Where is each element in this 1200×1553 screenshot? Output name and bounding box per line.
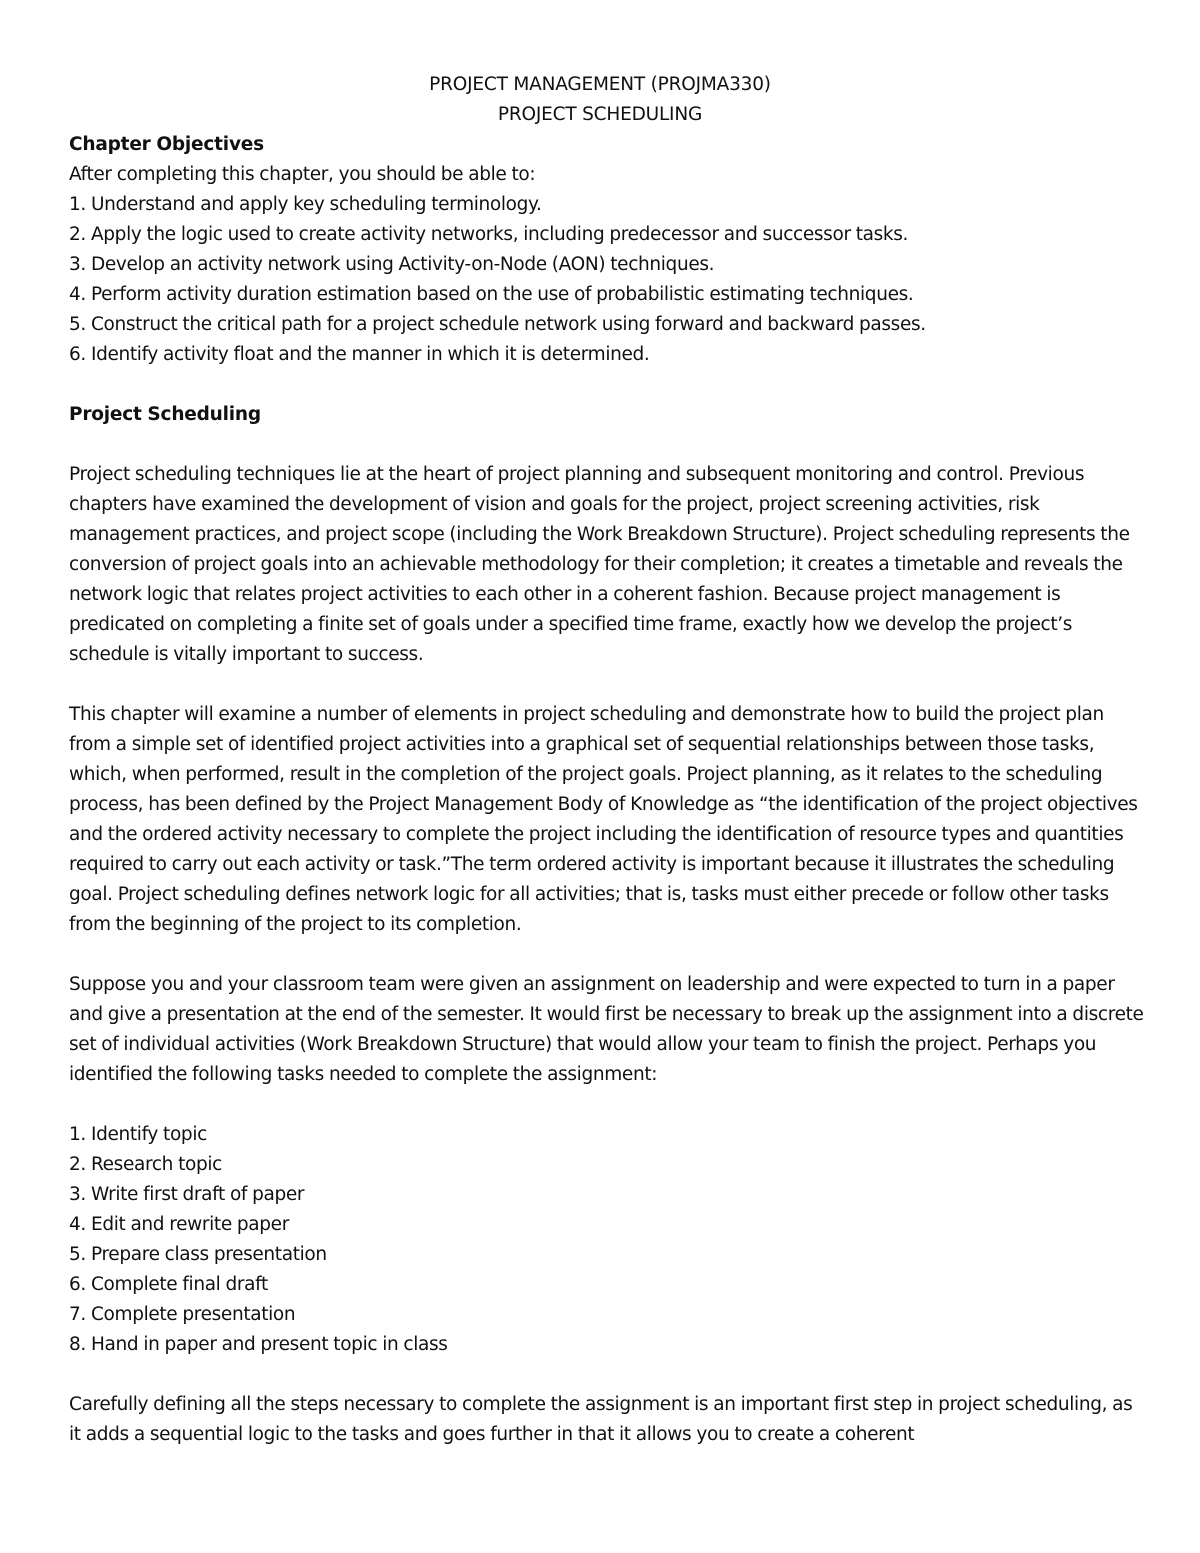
task-item: 5. Prepare class presentation	[69, 1244, 327, 1265]
closing-paragraph: Carefully defining all the steps necessary to complete the assignment is an important first step in project scheduling, as it adds a sequential logic to the tasks and goes further in that it allows you to create a coherent	[69, 1394, 1133, 1445]
objective-item: 1. Understand and apply key scheduling terminology.	[69, 194, 542, 215]
document-body	[69, 130, 1144, 1450]
blank-line	[69, 430, 1144, 460]
course-title: PROJECT MANAGEMENT (PROJMA330)	[429, 74, 771, 95]
blank-line	[69, 1090, 1144, 1120]
blank-line	[69, 670, 1144, 700]
task-item: 3. Write first draft of paper	[69, 1184, 305, 1205]
objective-item: 5. Construct the critical path for a project schedule network using forward and backward passes.	[69, 314, 926, 335]
objectives-intro: After completing this chapter, you should be able to:	[69, 164, 536, 185]
objective-item: 4. Perform activity duration estimation based on the use of probabilistic estimating techniques.	[69, 284, 914, 305]
task-item: 4. Edit and rewrite paper	[69, 1214, 289, 1235]
task-item: 6. Complete final draft	[69, 1274, 268, 1295]
blank-line	[69, 940, 1144, 970]
objective-item: 3. Develop an activity network using Activity-on-Node (AON) techniques.	[69, 254, 715, 275]
section-heading: Project Scheduling	[69, 404, 261, 425]
body-paragraph: This chapter will examine a number of elements in project scheduling and demonstrate how to build the project plan from a simple set of identified project activities into a graphical set of sequential relationships between those tasks, which, when performed, result in the completion of the project goals. Project planning, as it relates to the scheduling process, has been defined by the Project Management Body of Knowledge as “the identification of the project objectives and the ordered activity necessary to complete the project including the identification of resource types and quantities required to carry out each activity or task.”The term ordered activity is important because it illustrates the scheduling goal. Project scheduling defines network logic for all activities; that is, tasks must either precede or follow other tasks from the beginning of the project to its completion.	[69, 704, 1138, 935]
task-item: 8. Hand in paper and present topic in class	[69, 1334, 448, 1355]
blank-line	[69, 1360, 1144, 1390]
body-paragraph: Suppose you and your classroom team were given an assignment on leadership and were expected to turn in a paper and give a presentation at the end of the semester. It would first be necessary to break up the assignment into a discrete set of individual activities (Work Breakdown Structure) that would allow your team to finish the project. Perhaps you identified the following tasks needed to complete the assignment:	[69, 974, 1144, 1085]
chapter-title: PROJECT SCHEDULING	[497, 104, 703, 125]
objectives-heading: Chapter Objectives	[69, 134, 264, 155]
task-item: 2. Research topic	[69, 1154, 222, 1175]
body-paragraph: Project scheduling techniques lie at the heart of project planning and subsequent monitoring and control. Previous chapters have examined the development of vision and goals for the project, project screening activities, risk management practices, and project scope (including the Work Breakdown Structure). Project scheduling represents the conversion of project goals into an achievable methodology for their completion; it creates a timetable and reveals the network logic that relates project activities to each other in a coherent fashion. Because project management is predicated on completing a finite set of goals under a specified time frame, exactly how we develop the project’s schedule is vitally important to success.	[69, 464, 1130, 665]
objective-item: 6. Identify activity float and the manner in which it is determined.	[69, 344, 650, 365]
blank-line	[69, 370, 1144, 400]
task-item: 7. Complete presentation	[69, 1304, 296, 1325]
task-item: 1. Identify topic	[69, 1124, 207, 1145]
objective-item: 2. Apply the logic used to create activity networks, including predecessor and successor tasks.	[69, 224, 909, 245]
